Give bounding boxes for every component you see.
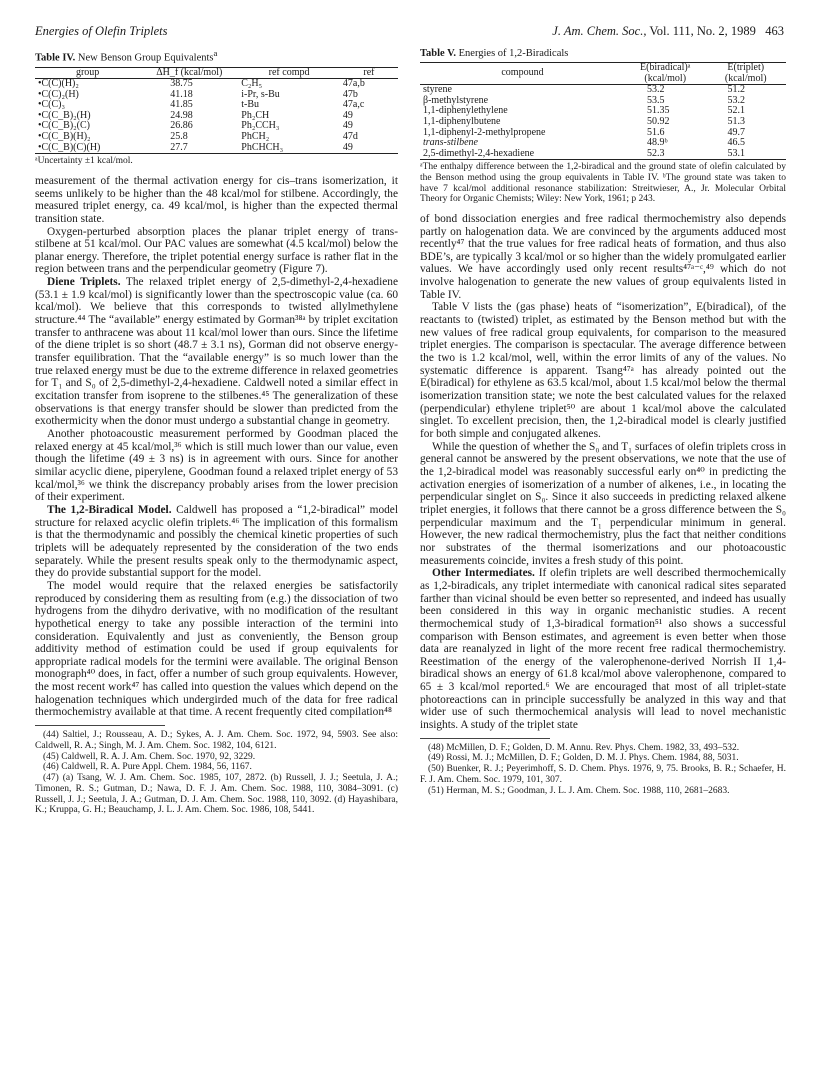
table-v-header-compound: compound xyxy=(420,63,625,85)
table-v-units: (kcal/mol) xyxy=(625,74,706,85)
paragraph: measurement of the thermal activation energy for cis–trans isomerization, it seems unlikely to be higher than the 48 kcal/mol for stilbene. Accordingly, the measured triplet energy, ca. 49 kcal/mol, is higher than the expected thermal transition state. xyxy=(35,174,398,225)
footnote-rule xyxy=(35,725,165,726)
table-cell: 51.35 xyxy=(646,105,670,117)
table-v-title: Energies of 1,2-Biradicals xyxy=(458,48,569,59)
running-head-title: Energies of Olefin Triplets xyxy=(35,24,168,38)
table-v-label: Table V. xyxy=(420,48,456,59)
right-body-text xyxy=(420,213,786,732)
right-column xyxy=(420,46,786,796)
table-cell: 49 xyxy=(342,109,353,121)
table-cell: •C(C)₂(H) xyxy=(38,88,79,100)
paragraph xyxy=(420,567,786,732)
section-heading: Diene Triplets. xyxy=(47,276,121,289)
left-column xyxy=(35,46,398,816)
table-cell: 41.18 xyxy=(170,88,193,100)
table-iv xyxy=(35,67,398,155)
table-v-header-row xyxy=(420,63,786,74)
table-cell: 53.1 xyxy=(705,149,786,160)
table-row xyxy=(420,117,786,128)
table-v-caption xyxy=(420,48,786,59)
table-cell: 52.3 xyxy=(625,149,706,160)
table-cell: •C(C)(H)₂ xyxy=(38,78,79,90)
reference-item: (49) Rossi, M. J.; McMillen, D. F.; Golden, D. M. J. Phys. Chem. 1984, 88, 5031. xyxy=(428,753,739,764)
table-cell: •C(C_B)(C)(H) xyxy=(35,143,140,154)
paragraph xyxy=(35,276,398,428)
table-cell: i-Pr, s-Bu xyxy=(241,88,280,100)
paragraph: of bond dissociation energies and free radical thermochemistry also depends partly on halogenation data. We are convinced by the arguments adduced most recently⁴⁷ that the true values for free radical heats of formation, and thus also BDE’s, are typically 3 kcal/mol or so higher than the widely promulgated earlier values. We have accordingly used only recent results⁴⁷ᵃ⁻ᶜ,⁴⁹ which do not involve halogenation to generate the new values of group equivalents listed in Table IV. xyxy=(420,212,786,301)
table-cell: 1,1-diphenylethylene xyxy=(423,105,508,117)
table-cell: 47b xyxy=(342,88,358,100)
section-heading: The 1,2-Biradical Model. xyxy=(47,503,172,516)
table-cell: PhCHCH₃ xyxy=(238,143,340,154)
table-cell: 41.85 xyxy=(170,99,193,111)
table-cell: Ph₂CCH₃ xyxy=(241,120,280,132)
paragraph: The model would require that the relaxed energies be satisfactorily reproduced by considering them as resulting from (e.g.) the dissociation of two hydrogens from the dihydro derivative, with no modification of the resultant hypothetical energy to take any possible interaction of the termini into consideration. Equivalently and just as conveniently, the Benson group additivity method of estimation could be used if group equivalents for appropriate radical models for the termini were available. The original Benson monograph⁴⁰ does, in fact, offer a number of such group equivalents. However, the most recent work⁴⁷ has called into question the values which depend on the halogenation techniques which undergirded much of the data for free radical thermochemistry available at that time. A recent frequently cited compilation⁴⁸ xyxy=(35,579,398,719)
table-cell: 47d xyxy=(342,131,358,143)
table-iv-caption xyxy=(35,48,398,64)
table-cell: 50.92 xyxy=(646,115,670,127)
journal-name: J. Am. Chem. Soc., xyxy=(552,24,647,38)
paragraph: Oxygen-perturbed absorption places the planar triplet energy of trans-stilbene at 51 kcal/mol. Our PAC values are somewhat (4.5 kcal/mol) below the planar energy. Therefore, the triplet potential energy surface is rather flat in the region between trans and the perpendicular geometry (Figure 7). xyxy=(35,225,398,276)
table-cell: 52.1 xyxy=(727,105,745,117)
table-cell: 49.7 xyxy=(727,126,745,138)
table-cell: 53.5 xyxy=(646,94,665,106)
table-cell: •C(C)₃ xyxy=(38,99,65,111)
table-cell: 47a,c xyxy=(342,99,365,111)
table-v xyxy=(420,62,786,160)
table-cell: 51.3 xyxy=(727,115,745,127)
table-cell: 1,1-diphenyl-2-methylpropene xyxy=(423,126,546,138)
table-cell: β-methylstyrene xyxy=(423,94,489,106)
table-iv-header-dhf: ΔH_f (kcal/mol) xyxy=(140,67,238,79)
journal-volume: Vol. 111, No. 2, 1989 xyxy=(649,24,756,38)
table-cell: •C(C_B)₂(C) xyxy=(38,120,90,132)
table-iv-footnote: ᵃUncertainty ±1 kcal/mol. xyxy=(35,156,133,167)
table-cell: •C(C_B)(H)₂ xyxy=(38,131,91,143)
table-cell: 49 xyxy=(340,143,398,154)
running-head-citation xyxy=(552,24,784,39)
reference-item: (44) Saltiel, J.; Rousseau, A. D.; Sykes, A. J. Am. Chem. Soc. 1972, 94, 5903. See also: Caldwell, R. A.; Singh, M. J. Am. Chem. Soc. 1982, 104, 6121. xyxy=(35,730,398,751)
table-cell: styrene xyxy=(423,84,452,96)
table-cell: 48.9ᵇ xyxy=(646,137,668,149)
table-cell: PhCH₂ xyxy=(241,131,270,143)
table-cell: 27.7 xyxy=(140,143,238,154)
table-v-header-ebiradical: E(biradical)ᵃ xyxy=(625,63,706,74)
table-cell: 53.2 xyxy=(646,84,665,96)
paragraph: Table V lists the (gas phase) heats of “isomerization”, E(biradical), of the reactants to (twisted) triplet, as estimated by the Benson method but with the new values of free radical group equivalents, for comparison to the measured triplet energies. The comparison is spectacular. The average difference between the two is 1.2 kcal/mol, well, within the error limits of any of the values. No systematic difference is apparent. Tsang⁴⁷ᵃ has already pointed out the E(biradical) for ethylene as 63.5 kcal/mol, about 1.5 kcal/mol below the thermal isomerization transition state; we note the best calculated values for the relaxed (perpendicular) ethylene triplet⁵⁰ are about 1 kcal/mol above the calculated singlet. To excellent precision, then, the 1,2-biradical model is clearly justified for both simple and conjugated alkenes. xyxy=(420,301,786,440)
paragraph-text: The relaxed triplet energy of 2,5-dimethyl-2,4-hexadiene (53.1 ± 1.9 kcal/mol) is significantly lower than the spectroscopic value (ca. 60 kcal/mol). We believe that this corresponds to twisted allylmethylene structure.⁴⁴ The “available” energy estimated by Gorman³⁸ᵃ by triplet excitation transfer to anthracene was about 11 kcal/mol lower than ours. Since the lifetime of the diene triplet is so short (48.7 ± 3.1 ns), Gorman did not observe energy-transfer equilibration. That the “available energy” is so much lower than the true relaxed energy must be due to the extreme difference in relaxed geometries for T₁ and S₀ of 2,5-dimethyl-2,4-hexadiene. Caldwell noted a similar effect in excitation transfer from isoprene to the stilbenes.⁴⁵ The generalization of these observations is that energy transfer should be slower than predicted from the exothermicity when the donor must undergo a substantial change in geometry. xyxy=(35,276,398,428)
paragraph xyxy=(35,504,398,580)
table-cell: trans-stilbene xyxy=(423,137,478,149)
reference-item: (50) Buenker, R. J.; Peyerimhoff, S. D. Chem. Phys. 1976, 9, 75. Brooks, B. R.; Schaefer, H. F. J. Am. Chem. Soc. 1979, 101, 307. xyxy=(420,764,786,785)
reference-item: (45) Caldwell, R. A. J. Am. Chem. Soc. 1970, 92, 3229. xyxy=(43,751,256,762)
table-cell: 26.86 xyxy=(170,120,193,132)
section-heading: Other Intermediates. xyxy=(432,567,535,580)
reference-item: (47) (a) Tsang, W. J. Am. Chem. Soc. 1985, 107, 2872. (b) Russell, J. J.; Seetula, J. A.; Timonen, R. S.; Gutman, D.; Nawa, D. F. J. Am. Chem. Soc. 1988, 110, 3084–3091. (c) Russell, J. J.; Seetula, J. A.; Gutman, D. J. Am. Chem. Soc. 1988, 110, 3092. (d) Hayashibara, K.; Kruppa, G. H.; Beauchamp, J. L. J. Am. Chem. Soc. 1986, 108, 5441. xyxy=(35,773,398,816)
references-right xyxy=(420,743,786,797)
paragraph-text: If olefin triplets are well described thermochemically as 1,2-biradicals, any triplet intermediate with canonical radical sites separated farther than vicinal should be even better so represented, and indeed has usually been considered in this way in organic mechanistic studies. A recent thermochemical study of 1,3-biradical formation⁵¹ also shows a successful comparison with Benson estimates, and agreement is even better when those data are reanalyzed in light of the more recent free radical thermochemistry. Reestimation of the energy of the valerophenone-derived Norrish II 1,4-biradical shows an energy of 61.8 kcal/mol above valerophenone, compared to 65 ± 3 kcal/mol reported.⁶ We are encouraged that most of all triplet-state photoreactions can in principle successfully be analyzed in this way and that wider use of such thermochemical analysis will lead to novel mechanistic insights. A study of the triplet state xyxy=(420,567,786,732)
table-cell: 49 xyxy=(342,120,353,132)
table-cell: 46.5 xyxy=(727,137,745,149)
table-cell: 51.6 xyxy=(646,126,665,138)
reference-item: (48) McMillen, D. F.; Golden, D. M. Annu. Rev. Phys. Chem. 1982, 33, 493–532. xyxy=(428,742,740,753)
reference-item: (51) Herman, M. S.; Goodman, J. L. J. Am. Chem. Soc. 1988, 110, 2681–2683. xyxy=(428,785,730,796)
footnote-rule xyxy=(420,738,550,739)
table-v-footnote: ᵃThe enthalpy difference between the 1,2-biradical and the ground state of olefin calculated by the Benson method using the group equivalents in Table IV. ᵇThe ground state was taken to have 7 kcal/mol additional resonance stabilization: Streitwieser, A., Jr. Molecular Orbital Theory for Organic Chemists; Wiley: New York, 1961; p 243. xyxy=(420,162,786,205)
table-v-header-etriplet: E(triplet) xyxy=(705,63,786,74)
table-cell: 2,5-dimethyl-2,4-hexadiene xyxy=(420,149,625,160)
table-iv-label: Table IV. xyxy=(35,52,76,64)
paragraph-text: Caldwell has proposed a “1,2-biradical” model structure for relaxed acyclic olefin triplets.⁴⁶ The implication of this formalism is that the thermodynamic and possibly the chemical kinetic properties of such triplets will be adequately represented by the consideration of the two ends separately. While the present results speak only to the thermodynamic aspect, they do provide substantial support for the model. xyxy=(35,503,398,580)
table-iv-header-refcompd: ref compd xyxy=(238,67,340,79)
table-cell: 51.2 xyxy=(727,84,745,96)
table-cell: 53.2 xyxy=(727,94,745,106)
table-iv-caption-sup: a xyxy=(213,48,218,58)
table-cell: t-Bu xyxy=(241,99,260,111)
table-cell: 38.75 xyxy=(170,78,193,90)
table-cell: 25.8 xyxy=(170,131,188,143)
table-cell: 24.98 xyxy=(170,109,193,121)
table-iv-header-ref: ref xyxy=(340,67,398,79)
table-row xyxy=(35,143,398,154)
paragraph: Another photoacoustic measurement performed by Goodman placed the relaxed energy at 45 kcal/mol,³⁶ which is still much lower than our value, even though the lifetime (49 ± 3 ns) is in agreement with ours. Since for another similar acyclic diene, piperylene, Goodman found a relaxed triplet energy of 53 kcal/mol,³⁶ we think the discrepancy probably arises from the lower precision of their experiment. xyxy=(35,428,398,504)
left-body-text xyxy=(35,175,398,719)
table-cell: Ph₂CH xyxy=(241,109,270,121)
table-iv-header-group: group xyxy=(35,67,140,79)
table-cell: C₂H₅ xyxy=(241,78,263,90)
table-cell: 47a,b xyxy=(342,78,365,90)
reference-item: (46) Caldwell, R. A. Pure Appl. Chem. 1984, 56, 1167. xyxy=(43,762,252,773)
references-left xyxy=(35,730,398,816)
table-row xyxy=(420,149,786,160)
table-iv-header-row xyxy=(35,67,398,79)
table-cell: •C(C_B)₂(H) xyxy=(38,109,91,121)
table-v-units: (kcal/mol) xyxy=(705,74,786,85)
table-cell: 1,1-diphenylbutene xyxy=(423,115,501,127)
paragraph: While the question of whether the S₀ and T₁ surfaces of olefin triplets cross in general cannot be answered by the present observations, we note that the use of the 1,2-biradical model was reasonably successful early on⁴⁰ in predicting the activation energies of isomerization of a number of alkenes, i.e., in locating the perpendicular singlet on S₀. Since it also succeeds in predicting relaxed alkene triplet energies, it follows that there cannot be a gross difference between the S₀ perpendicular maximum and the T₁ perpendicular minimum in general. However, the new radical thermochemistry, plus the fact that neither conditions nor substrates of the thermal isomerizations and our photoacoustic measurements coincide, invites a fresh study of this point. xyxy=(420,440,786,567)
table-iv-title: New Benson Group Equivalents xyxy=(77,52,214,64)
page-number: 463 xyxy=(765,24,784,38)
